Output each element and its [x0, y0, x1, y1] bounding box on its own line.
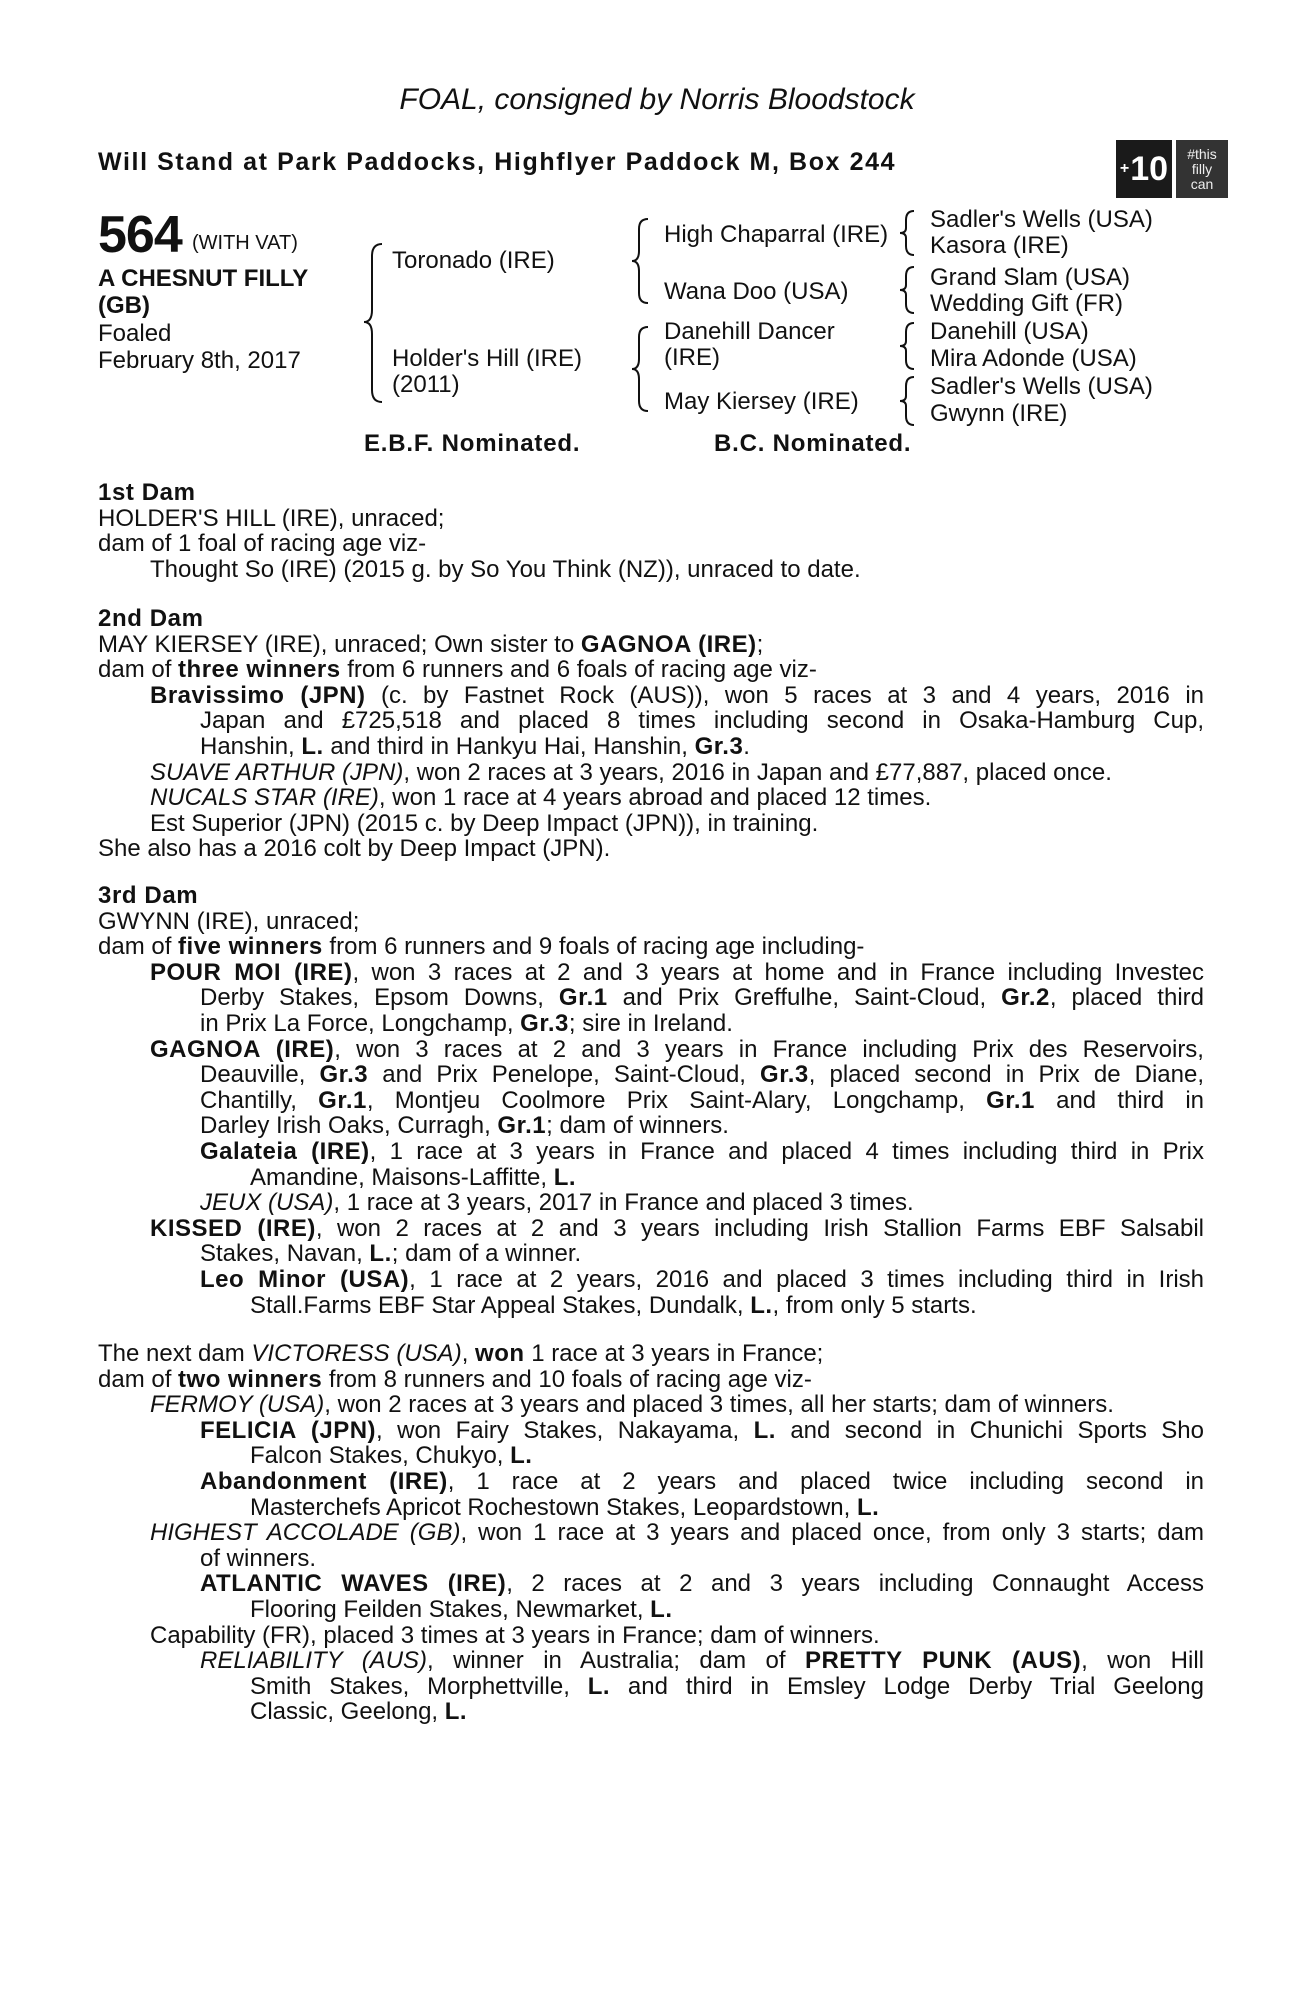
pedigree-g2: Kasora (IRE) — [930, 232, 1069, 259]
second-dam-line: She also has a 2016 colt by Deep Impact (JPN). — [98, 835, 611, 863]
pedigree-brace-g2 — [896, 264, 918, 316]
next-dam-line: Falcon Stakes, Chukyo, L. — [250, 1442, 533, 1470]
next-dam-line: Smith Stakes, Morphettville, L. and third in Emsley Lodge Derby Trial Geelong — [250, 1672, 1204, 1700]
pedigree-g5: Danehill (USA) — [930, 318, 1089, 345]
third-dam-line: Stall.Farms EBF Star Appeal Stakes, Dundalk, L., from only 5 starts. — [250, 1291, 977, 1319]
third-dam-line: dam of five winners from 6 runners and 9 foals of racing age including- — [98, 933, 865, 961]
third-dam-line: GWYNN (IRE), unraced; — [98, 907, 360, 935]
third-dam-line: Amandine, Maisons-Laffitte, L. — [250, 1163, 577, 1191]
next-dam-line: HIGHEST ACCOLADE (GB), won 1 race at 3 years and placed once, from only 3 starts; dam — [150, 1519, 1204, 1547]
second-dam-line: SUAVE ARTHUR (JPN), won 2 races at 3 years, 2016 in Japan and £77,887, placed once. — [150, 758, 1112, 786]
pedigree-g8: Gwynn (IRE) — [930, 400, 1068, 427]
third-dam-line: Galateia (IRE), 1 race at 3 years in France and placed 4 times including third in Prix — [200, 1137, 1204, 1165]
second-dam-line: MAY KIERSEY (IRE), unraced; Own sister to GAGNOA (IRE); — [98, 630, 764, 658]
second-dam-heading: 2nd Dam — [98, 605, 204, 632]
pedigree-g7: Sadler's Wells (USA) — [930, 373, 1153, 400]
pedigree-dam — [392, 346, 582, 398]
second-dam-line: Hanshin, L. and third in Hankyu Hai, Hanshin, Gr.3. — [200, 732, 750, 760]
pedigree-g4: Wedding Gift (FR) — [930, 290, 1123, 317]
pedigree-brace-g1 — [896, 208, 918, 258]
first-dam-line: dam of 1 foal of racing age viz- — [98, 530, 427, 558]
pedigree-brace-g3 — [896, 320, 918, 372]
pedigree-brace-main — [360, 240, 390, 405]
horse-description — [98, 265, 308, 319]
third-dam-line: Stakes, Navan, L.; dam of a winner. — [200, 1240, 582, 1268]
pedigree-brace-dam — [628, 323, 654, 415]
pedigree-g3: Grand Slam (USA) — [930, 264, 1131, 291]
stand-location: Will Stand at Park Paddocks, Highflyer Paddock M, Box 244 — [98, 148, 897, 176]
pedigree-sire: Toronado (IRE) — [392, 247, 555, 274]
third-dam-section — [98, 883, 1204, 1318]
pedigree-brace-sire — [628, 215, 654, 307]
foaled-label: Foaled — [98, 320, 172, 347]
vat-label: (WITH VAT) — [192, 232, 298, 254]
consignment-line: FOAL, consigned by Norris Bloodstock — [399, 83, 915, 116]
second-dam-section — [98, 606, 1204, 862]
first-dam-section — [98, 480, 1204, 582]
pedigree-dam-line-2: (2011) — [392, 371, 460, 398]
ebf-nominated: E.B.F. Nominated. — [364, 430, 581, 457]
next-dam-line: FELICIA (JPN), won Fairy Stakes, Nakayama, L. and second in Chunichi Sports Sho — [200, 1416, 1204, 1444]
pedigree-g1: Sadler's Wells (USA) — [930, 206, 1153, 233]
next-dam-line: ATLANTIC WAVES (IRE), 2 races at 2 and 3 years including Connaught Access — [200, 1570, 1204, 1598]
third-dam-line: Derby Stakes, Epsom Downs, Gr.1 and Prix Greffulhe, Saint-Cloud, Gr.2, placed third — [200, 984, 1204, 1012]
next-dam-section — [98, 1341, 1204, 1725]
first-dam-line: Thought So (IRE) (2015 g. by So You Think (NZ)), unraced to date. — [150, 555, 861, 583]
second-dam-line: Japan and £725,518 and placed 8 times including second in Osaka-Hamburg Cup, — [200, 707, 1204, 735]
next-dam-line: dam of two winners from 8 runners and 10 foals of racing age viz- — [98, 1365, 812, 1393]
next-dam-line: The next dam VICTORESS (USA), won 1 race at 3 years in France; — [98, 1340, 824, 1367]
second-dam-line: dam of three winners from 6 runners and 6 foals of racing age viz- — [98, 656, 817, 684]
pedigree-sire-dam: Wana Doo (USA) — [664, 278, 849, 305]
badge-word-2: filly — [1191, 160, 1213, 177]
third-dam-line: KISSED (IRE), won 2 races at 2 and 3 years including Irish Stallion Farms EBF Salsabil — [150, 1214, 1204, 1242]
plus-ten-logo — [1116, 140, 1172, 198]
pedigree-dam-dam: May Kiersey (IRE) — [664, 388, 859, 415]
next-dam-line: Classic, Geelong, L. — [250, 1698, 468, 1726]
third-dam-line: Deauville, Gr.3 and Prix Penelope, Saint-Cloud, Gr.3, placed second in Prix de Diane, — [200, 1061, 1204, 1089]
pedigree-g6: Mira Adonde (USA) — [930, 345, 1137, 372]
third-dam-line: in Prix La Force, Longchamp, Gr.3; sire in Ireland. — [200, 1009, 733, 1037]
plus-sign: + — [1119, 160, 1130, 177]
first-dam-line: HOLDER'S HILL (IRE), unraced; — [98, 504, 445, 532]
second-dam-line: Est Superior (JPN) (2015 c. by Deep Impact (JPN)), in training. — [150, 809, 819, 837]
pedigree-dam-line-1: Holder's Hill (IRE) — [392, 345, 582, 372]
next-dam-line: Abandonment (IRE), 1 race at 2 years and placed twice including second in — [200, 1467, 1204, 1495]
third-dam-line: JEUX (USA), 1 race at 3 years, 2017 in France and placed 3 times. — [200, 1189, 914, 1217]
horse-line-1: A CHESNUT FILLY — [98, 265, 309, 292]
next-dam-line: RELIABILITY (AUS), winner in Australia; dam of PRETTY PUNK (AUS), won Hill — [200, 1647, 1204, 1675]
second-dam-line: NUCALS STAR (IRE), won 1 race at 4 years abroad and placed 12 times. — [150, 784, 932, 812]
horse-line-2: (GB) — [98, 292, 150, 319]
third-dam-line: Chantilly, Gr.1, Montjeu Coolmore Prix Saint-Alary, Longchamp, Gr.1 and third in — [200, 1086, 1204, 1114]
third-dam-line: GAGNOA (IRE), won 3 races at 2 and 3 years in France including Prix des Reservoirs, — [150, 1035, 1204, 1063]
first-dam-heading: 1st Dam — [98, 479, 196, 506]
lot-number: 564 — [98, 206, 182, 264]
next-dam-line: Capability (FR), placed 3 times at 3 years in France; dam of winners. — [150, 1621, 880, 1649]
third-dam-line: Leo Minor (USA), 1 race at 2 years, 2016 and placed 3 times including third in Irish — [200, 1265, 1205, 1293]
next-dam-line: of winners. — [200, 1544, 317, 1572]
ten-number: 10 — [1130, 149, 1169, 188]
foaled-info — [98, 320, 301, 374]
this-filly-can-logo — [1176, 140, 1228, 198]
pedigree-dam-sire-line-1: Danehill Dancer — [664, 318, 835, 345]
pedigree-dam-sire-line-2: (IRE) — [664, 344, 720, 371]
third-dam-line: Darley Irish Oaks, Curragh, Gr.1; dam of winners. — [200, 1112, 729, 1140]
next-dam-line: Flooring Feilden Stakes, Newmarket, L. — [250, 1595, 673, 1623]
third-dam-heading: 3rd Dam — [98, 882, 199, 909]
badge-word-1: #this — [1187, 145, 1217, 162]
next-dam-line: Masterchefs Apricot Rochestown Stakes, Leopardstown, L. — [250, 1493, 880, 1521]
pedigree-brace-g4 — [896, 374, 918, 428]
bc-nominated: B.C. Nominated. — [714, 430, 912, 457]
pedigree-sire-sire: High Chaparral (IRE) — [664, 221, 889, 248]
pedigree-dam-sire — [664, 319, 835, 371]
second-dam-line: Bravissimo (JPN) (c. by Fastnet Rock (AUS)), won 5 races at 3 and 4 years, 2016 in — [150, 681, 1204, 709]
next-dam-line: FERMOY (USA), won 2 races at 3 years and placed 3 times, all her starts; dam of winners. — [150, 1391, 1114, 1419]
third-dam-line: POUR MOI (IRE), won 3 races at 2 and 3 years at home and in France including Investec — [150, 958, 1204, 986]
badge-word-3: can — [1190, 175, 1214, 192]
foaled-date: February 8th, 2017 — [98, 347, 301, 374]
